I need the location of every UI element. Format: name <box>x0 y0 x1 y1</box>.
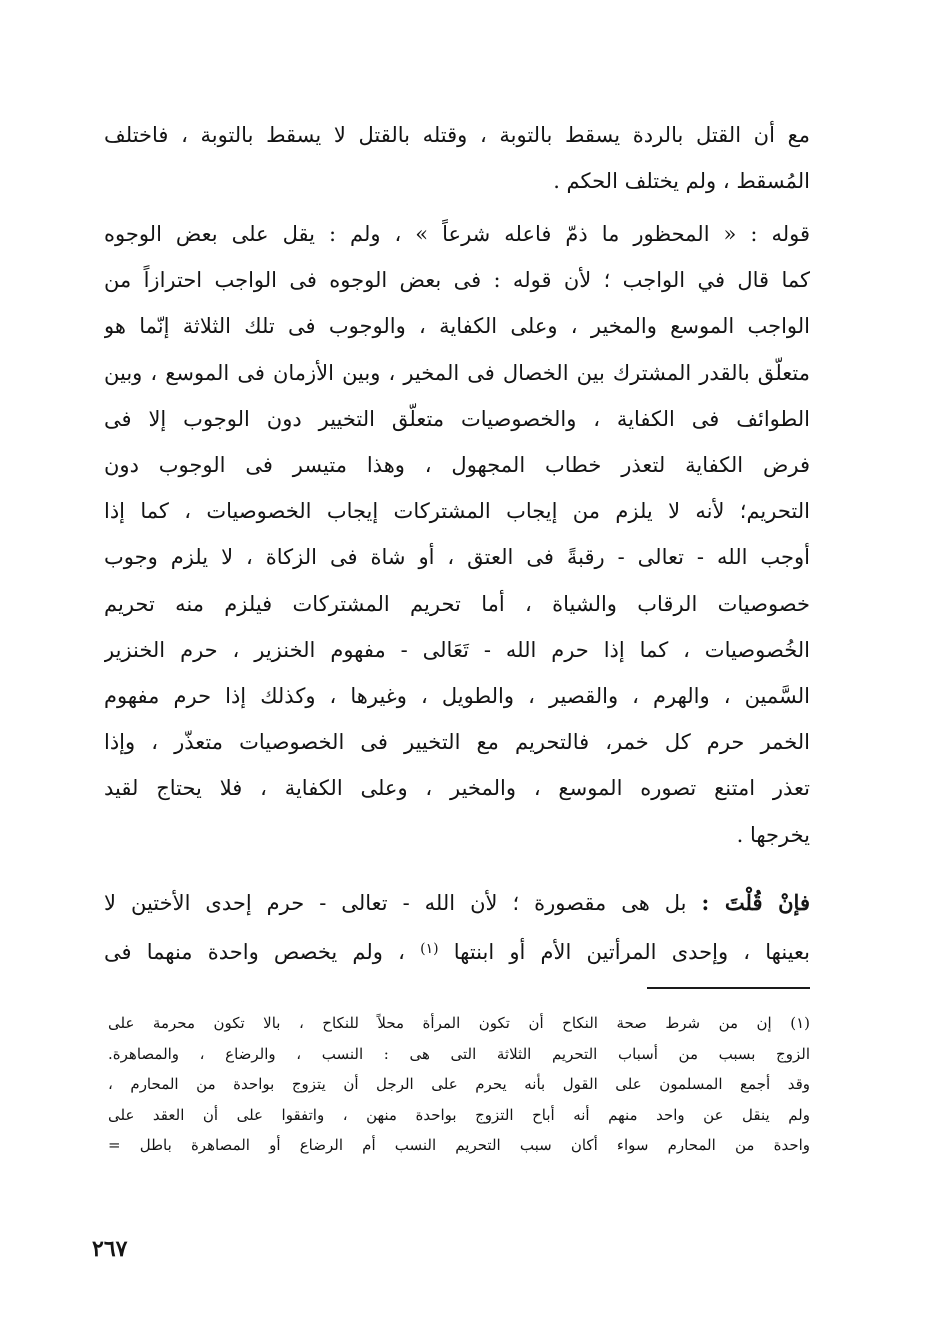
text-line: الطوائف فى الكفاية ، والخصوصيات متعلّق التخيير دون الوجوب إلا فى <box>104 406 810 431</box>
footnote-line: وقد أجمع المسلمون على القول بأنه يحرم على الرجل أن يتزوج بواحدة من المحارم ، <box>108 1075 810 1093</box>
text-line: خصوصيات الرقاب والشياة ، أما تحريم المشتركات فيلزم منه تحريم <box>104 591 810 616</box>
text-line: المُسقط ، ولم يختلف الحكم . <box>553 169 810 194</box>
page-number: ٢٦٧ <box>92 1236 128 1262</box>
objection-lead: فإنْ قُلْتَ : <box>701 890 810 915</box>
text-line: كما قال في الواجب ؛ لأن قوله : فى بعض الوجوه فى الواجب احترازاً من <box>104 268 810 293</box>
footnote-separator <box>647 987 810 989</box>
paragraph-2 <box>104 211 810 858</box>
text-segment: ، ولم يخصص واحدة منهما فى <box>104 940 421 965</box>
footnote-reference[interactable]: (١) <box>420 941 439 958</box>
text-line: السَّمين ، والهرم ، والقصير ، والطويل ، وغيرها ، وكذلك إذا حرم مفهوم <box>104 684 810 709</box>
paragraph-3 <box>104 880 810 975</box>
text-line: أوجب الله - تعالى - رقبةً فى العتق ، أو شاة فى الزكاة ، لا يلزم وجوب <box>104 545 810 570</box>
paragraph-1 <box>104 112 810 204</box>
text-line: فرض الكفاية لتعذر خطاب المجهول ، وهذا متيسر فى الوجوب دون <box>104 453 810 478</box>
text-line: التحريم؛ لأنه لا يلزم من إيجاب المشتركات إيجاب الخصوصيات ، كما إذا <box>104 499 810 524</box>
footnote-line: الزوج بسبب من أسباب التحريم الثلاثة التى هى : النسب ، والرضاع ، والمصاهرة. <box>108 1044 810 1063</box>
footnote-line: ولم ينقل عن واحد منهم أنه أباح التزوج بواحدة منهن ، واتفقوا على أن العقد على <box>108 1105 810 1124</box>
text-line: الخُصوصيات ، كما إذا حرم الله - تَعَالى - مفهوم الخنزير ، حرم الخنزير <box>104 637 810 662</box>
text-line: الواجب الموسع والمخير ، وعلى الكفاية ، والوجوب فى تلك الثلاثة إنّما هو <box>104 314 810 339</box>
text-segment: بل هى مقصورة ؛ لأن الله - تعالى - حرم إحدى الأختين لا <box>104 891 702 915</box>
text-line: متعلّق بالقدر المشترك بين الخصال فى المخير ، وبين الأزمان فى الموسع ، وبين <box>104 360 810 385</box>
text-line: قوله : « المحظور ما ذمّ فاعله شرعاً » ، ولم : يقل على بعض الوجوه <box>104 222 810 246</box>
text-line: يخرجها . <box>736 822 810 847</box>
text-line: الخمر حرم كل خمر، فالتحريم مع التخيير فى الخصوصيات متعذّر ، وإذا <box>104 730 810 755</box>
text-line <box>104 880 810 926</box>
text-line: تعذر امتنع تصوره الموسع ، والمخير ، وعلى الكفاية ، فلا يحتاج لقيد <box>104 776 810 801</box>
text-line <box>104 926 810 975</box>
footnote-line: واحدة من المحارم سواء أكان سبب التحريم النسب أم الرضاع أو المصاهرة باطل = <box>108 1136 810 1154</box>
text-segment: بعينها ، وإحدى المرأتين الأم أو ابنتها <box>453 940 810 965</box>
text-line: مع أن القتل بالردة يسقط بالتوبة ، وقتله بالقتل لا يسقط بالتوبة ، فاختلف <box>104 123 810 147</box>
footnote <box>108 1008 810 1161</box>
footnote-line: (١) إن من شرط صحة النكاح أن تكون المرأة محلاً للنكاح ، بالا تكون محرمة على <box>108 1014 810 1032</box>
